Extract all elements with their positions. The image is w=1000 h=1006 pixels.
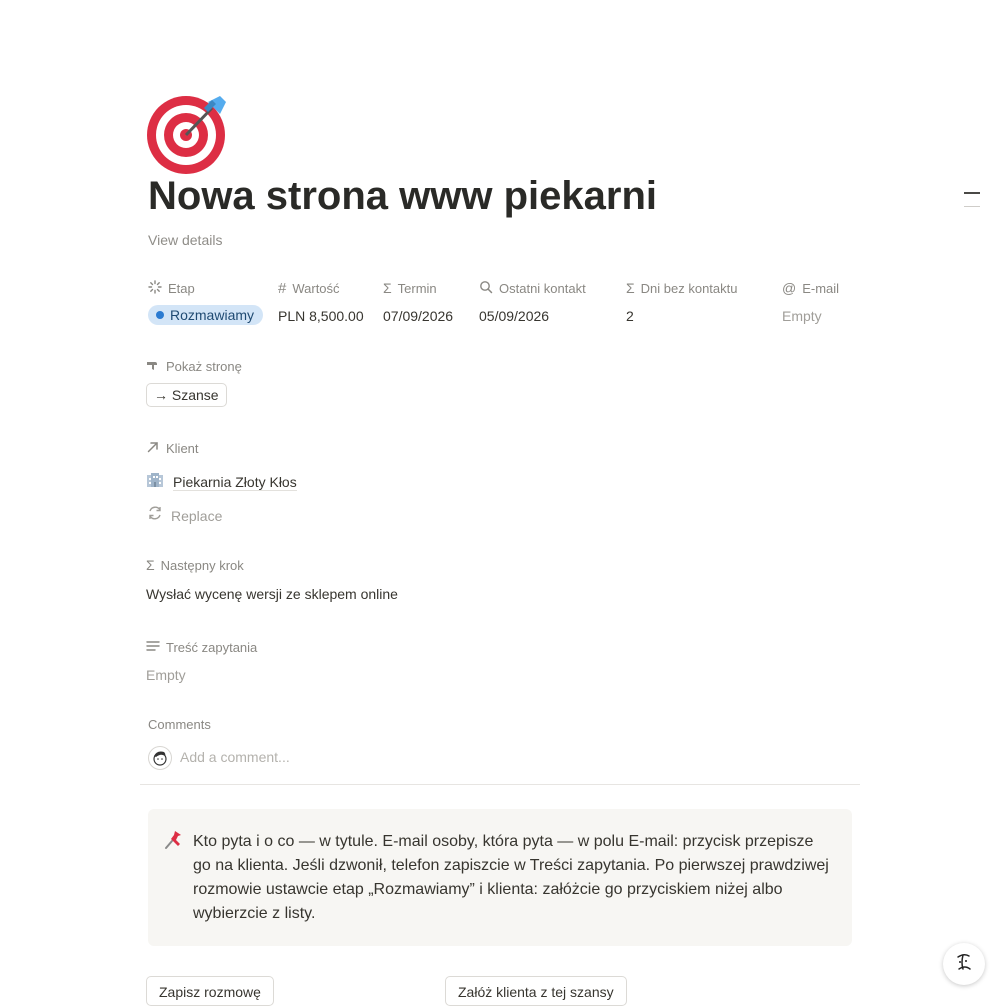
sigma-icon: Σ (383, 280, 392, 296)
property-email-value[interactable]: Empty (782, 308, 822, 324)
request-header: Treść zapytania (146, 639, 257, 656)
outline-indicator[interactable] (964, 192, 980, 194)
page-title[interactable]: Nowa strona www piekarni (148, 174, 658, 218)
replace-button[interactable]: Replace (147, 505, 222, 526)
status-pill[interactable]: Rozmawiamy (148, 305, 263, 325)
szanse-button[interactable]: → Szanse (146, 383, 227, 407)
next-step-value[interactable]: Wysłać wycenę wersji ze sklepem online (146, 586, 398, 602)
property-ostatni-kontakt-value[interactable]: 05/09/2026 (479, 308, 550, 324)
callout-text: Kto pyta i o co — w tytule. E-mail osoby, która pyta — w polu E-mail: przycisk przepisze go na klienta. Jeśli dzwonił, telefon zapiszcie w Treści zapytania. Po pierwszej prawdziwej rozmowie ustawcie etap „Rozmawiamy” i klienta: załóżcie go przyciskiem niżej albo wybierzcie z listy. (193, 833, 829, 922)
arrow-up-right-icon (146, 440, 160, 457)
notion-ai-icon (953, 951, 975, 978)
property-termin-header[interactable]: Σ Termin (383, 280, 437, 296)
target-dart-icon[interactable] (146, 94, 228, 176)
number-icon: # (278, 280, 287, 297)
at-icon: @ (782, 280, 797, 296)
status-icon (148, 280, 162, 297)
comment-input[interactable]: Add a comment... (180, 749, 290, 765)
sigma-icon: Σ (146, 557, 155, 573)
view-details-link[interactable]: View details (148, 232, 223, 248)
create-client-button[interactable]: Załóż klienta z tej szansy (445, 976, 627, 1006)
pushpin-icon (162, 829, 186, 853)
status-dot (156, 311, 164, 319)
property-ostatni-kontakt-header[interactable]: Ostatni kontakt (479, 280, 586, 297)
property-termin-value[interactable]: 07/09/2026 (383, 308, 454, 324)
help-button[interactable] (943, 943, 985, 985)
property-wartosc-header[interactable]: # Wartość (278, 280, 340, 297)
search-icon (479, 280, 493, 297)
property-dni-value[interactable]: 2 (626, 308, 634, 324)
outline-indicator[interactable] (964, 206, 980, 207)
property-etap-header[interactable]: Etap (148, 280, 195, 297)
property-wartosc-value[interactable]: PLN 8,500.00 (278, 308, 364, 324)
sigma-icon: Σ (626, 280, 635, 296)
show-page-header: Pokaż stronę (146, 358, 242, 375)
request-value[interactable]: Empty (146, 667, 186, 683)
property-email-header[interactable]: @ E-mail (782, 280, 840, 296)
text-lines-icon (146, 639, 160, 656)
property-dni-header[interactable]: Σ Dni bez kontaktu (626, 280, 738, 296)
comments-heading: Comments (148, 717, 211, 732)
pointer-hand-icon (146, 358, 160, 375)
save-call-button[interactable]: Zapisz rozmowę (146, 976, 274, 1006)
refresh-icon (147, 505, 163, 526)
divider (140, 784, 860, 785)
next-step-header: Σ Następny krok (146, 557, 244, 573)
client-relation[interactable]: Piekarnia Złoty Kłos (146, 472, 297, 493)
client-header: Klient (146, 440, 199, 457)
building-icon (146, 472, 164, 493)
avatar (148, 746, 172, 770)
